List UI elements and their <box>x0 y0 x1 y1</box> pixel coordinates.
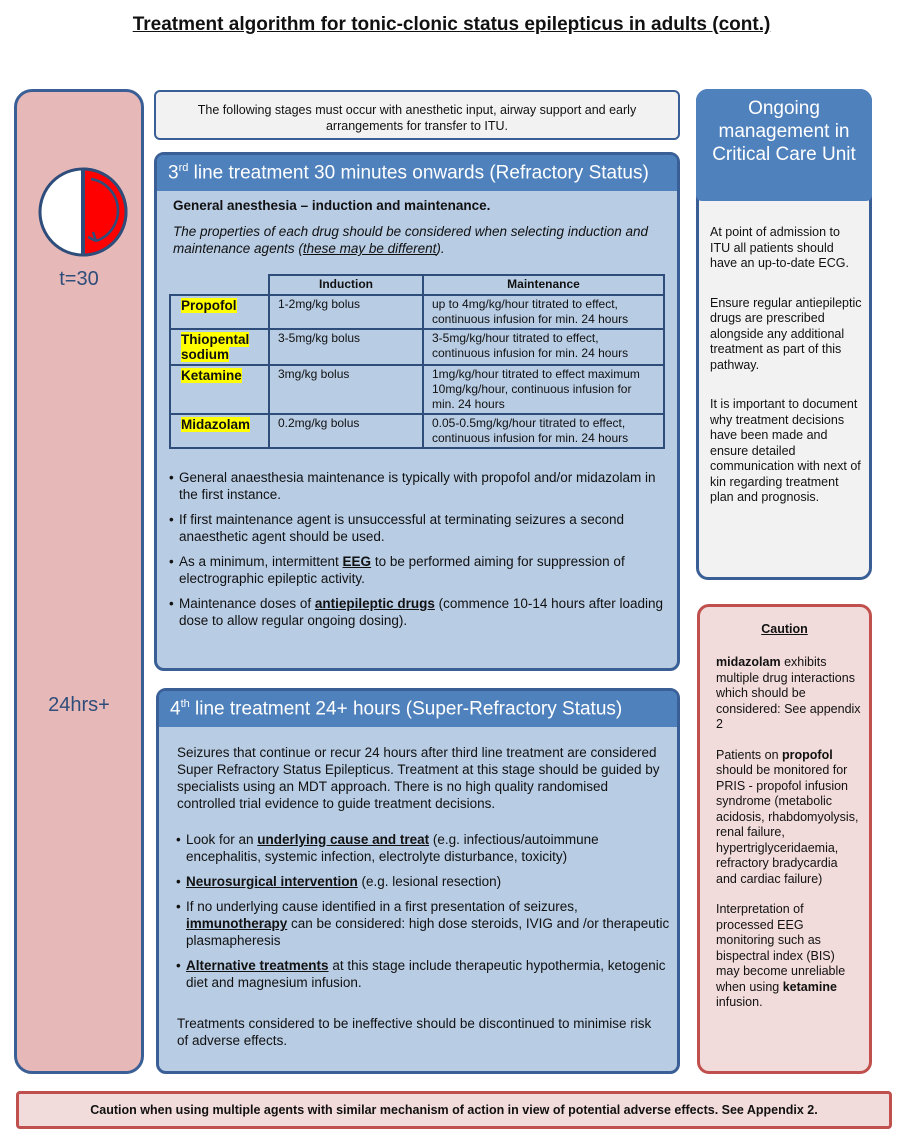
fourth-line-panel <box>156 688 680 1074</box>
header-text: line treatment 30 minutes onwards (Refractory Status) <box>188 162 649 184</box>
paragraph: At point of admission to ITU all patients should have an up-to-date ECG. <box>710 225 849 270</box>
list-text: (commence 10-14 hours after loading dose to allow regular ongoing dosing). <box>179 596 663 628</box>
table-row <box>170 414 664 448</box>
ga-note-text: The properties of each drug should be considered when selecting induction and maintenance agents ( <box>173 224 649 256</box>
list-emphasis: Alternative treatments <box>186 958 329 973</box>
paragraph: Ensure regular antiepileptic drugs are prescribed alongside any additional treatment as part of this pathway. <box>710 295 862 372</box>
list-emphasis: EEG <box>342 554 372 569</box>
induction-dose: 3-5mg/kg bolus <box>269 329 423 365</box>
footer-caution: Caution when using multiple agents with similar mechanism of action in view of potential adverse effects. See Appendix 2. <box>16 1091 892 1129</box>
third-line-panel <box>154 152 680 671</box>
list-item <box>169 595 675 629</box>
caution-text: Interpretation of processed EEG monitoring such as bispectral index (BIS) may become unreliable when using <box>716 902 846 994</box>
caution-text: should be monitored for PRIS - propofol infusion syndrome (metabolic acidosis, rhabdomyolysis, renal failure, hypertriglyceridaemia, refractory bradycardia and cardiac failure) <box>716 763 859 886</box>
drug-name <box>170 295 269 329</box>
list-item <box>169 553 675 587</box>
critical-care-panel <box>696 89 872 580</box>
list-item <box>176 898 670 949</box>
paragraph <box>716 748 861 888</box>
header-text: line treatment 24+ hours (Super-Refractory Status) <box>189 698 623 720</box>
time-label-30min: t=30 <box>59 268 99 290</box>
list-text: If no underlying cause identified in a first presentation of seizures, <box>186 899 578 914</box>
list-text: Maintenance doses of <box>179 596 315 611</box>
list-emphasis: antiepileptic drugs <box>314 596 435 611</box>
list-text: Look for an <box>186 832 258 847</box>
drug-name-highlight: Midazolam <box>181 417 251 432</box>
column-header-maintenance: Maintenance <box>423 275 664 295</box>
drug-name-highlight: Thiopental sodium <box>181 332 250 362</box>
paragraph <box>716 902 861 1011</box>
caution-text: Patients on <box>716 747 783 762</box>
paragraph <box>716 655 861 733</box>
table-row <box>170 295 664 329</box>
ga-note-end: ). <box>436 241 445 256</box>
drug-table <box>169 274 665 452</box>
ga-note <box>173 223 673 257</box>
list-text: at this stage include therapeutic hypothermia, ketogenic diet and magnesium infusion. <box>186 958 666 990</box>
fourth-line-intro: Seizures that continue or recur 24 hours after third line treatment are considered Super Refractory Status Epilepticus. Treatment at this stage should be guided by specialists using an MDT approach. There is no high quality randomised controlled trial evidence to guide treatment decisions. <box>177 745 660 811</box>
drug-name <box>170 414 269 448</box>
maintenance-dose: 0.05-0.5mg/kg/hour titrated to effect, continuous infusion for min. 24 hours <box>423 414 664 448</box>
critical-care-header: Ongoing management in Critical Care Unit <box>696 89 872 201</box>
induction-dose: 0.2mg/kg bolus <box>269 414 423 448</box>
list-item <box>176 957 670 991</box>
list-item: • If first maintenance agent is unsuccessful at terminating seizures a second anaesthetic agent should be used. <box>169 511 675 545</box>
third-line-bullets <box>169 469 675 637</box>
maintenance-dose: 1mg/kg/hour titrated to effect maximum 10mg/kg/hour, continuous infusion for min. 24 hours <box>423 365 664 414</box>
header-ordinal: 3 <box>168 162 179 184</box>
header-ordinal-suffix: rd <box>178 162 189 174</box>
intro-note: The following stages must occur with anesthetic input, airway support and early arrangements for transfer to ITU. <box>154 90 680 140</box>
list-emphasis: underlying cause and treat <box>257 832 430 847</box>
header-ordinal: 4 <box>170 698 181 720</box>
fourth-line-header <box>159 691 677 727</box>
ga-note-underlined: these may be different <box>302 241 437 256</box>
induction-dose: 3mg/kg bolus <box>269 365 423 414</box>
caution-drug: ketamine <box>782 979 837 994</box>
drug-name-highlight: Ketamine <box>181 368 242 383</box>
list-text: to be performed aiming for suppression of electrographic epileptic activity. <box>179 554 625 586</box>
fourth-line-bullets <box>176 831 670 999</box>
caution-drug: propofol <box>782 747 833 762</box>
maintenance-dose: 3-5mg/kg/hour titrated to effect, continuous infusion for min. 24 hours <box>423 329 664 365</box>
list-text: As a minimum, intermittent <box>179 554 343 569</box>
caution-drug: midazolam <box>716 655 781 669</box>
header-ordinal-suffix: th <box>180 698 190 710</box>
list-text: can be considered: high dose steroids, IVIG and /or therapeutic plasmapheresis <box>186 916 670 948</box>
list-emphasis: Neurosurgical intervention <box>186 874 358 889</box>
drug-name <box>170 365 269 414</box>
critical-care-body <box>710 225 862 530</box>
caution-panel <box>697 604 872 1074</box>
caution-text: exhibits multiple drug interactions which should be considered: See appendix 2 <box>716 655 861 731</box>
drug-name-highlight: Propofol <box>181 298 237 313</box>
table-row <box>170 365 664 414</box>
half-clock-icon <box>36 165 130 259</box>
table-corner <box>170 275 269 295</box>
list-item <box>176 831 670 865</box>
list-emphasis: immunotherapy <box>186 916 288 931</box>
caution-body <box>716 655 861 1026</box>
list-item <box>176 873 670 890</box>
list-text: (e.g. infectious/autoimmune encephalitis, systemic infection, electrolyte disturbance, toxicity) <box>186 832 599 864</box>
caution-title: Caution <box>761 622 808 636</box>
drug-name <box>170 329 269 365</box>
paragraph: It is important to document why treatment decisions have been made and ensure detailed communication with next of kin regarding treatment plan and prognosis. <box>710 397 861 504</box>
list-text: (e.g. lesional resection) <box>357 874 502 889</box>
induction-dose: 1-2mg/kg bolus <box>269 295 423 329</box>
time-label-24hrs: 24hrs+ <box>48 694 110 716</box>
ga-heading: General anesthesia – induction and maintenance. <box>173 198 491 213</box>
caution-text: infusion. <box>716 995 763 1009</box>
page-title: Treatment algorithm for tonic-clonic status epilepticus in adults (cont.) <box>132 14 771 35</box>
column-header-induction: Induction <box>269 275 423 295</box>
maintenance-dose: up to 4mg/kg/hour titrated to effect, continuous infusion for min. 24 hours <box>423 295 664 329</box>
table-row <box>170 329 664 365</box>
list-item: • General anaesthesia maintenance is typically with propofol and/or midazolam in the first instance. <box>169 469 675 503</box>
third-line-header <box>157 155 677 191</box>
fourth-line-closing: Treatments considered to be ineffective should be discontinued to minimise risk of adverse effects. <box>177 1016 652 1048</box>
